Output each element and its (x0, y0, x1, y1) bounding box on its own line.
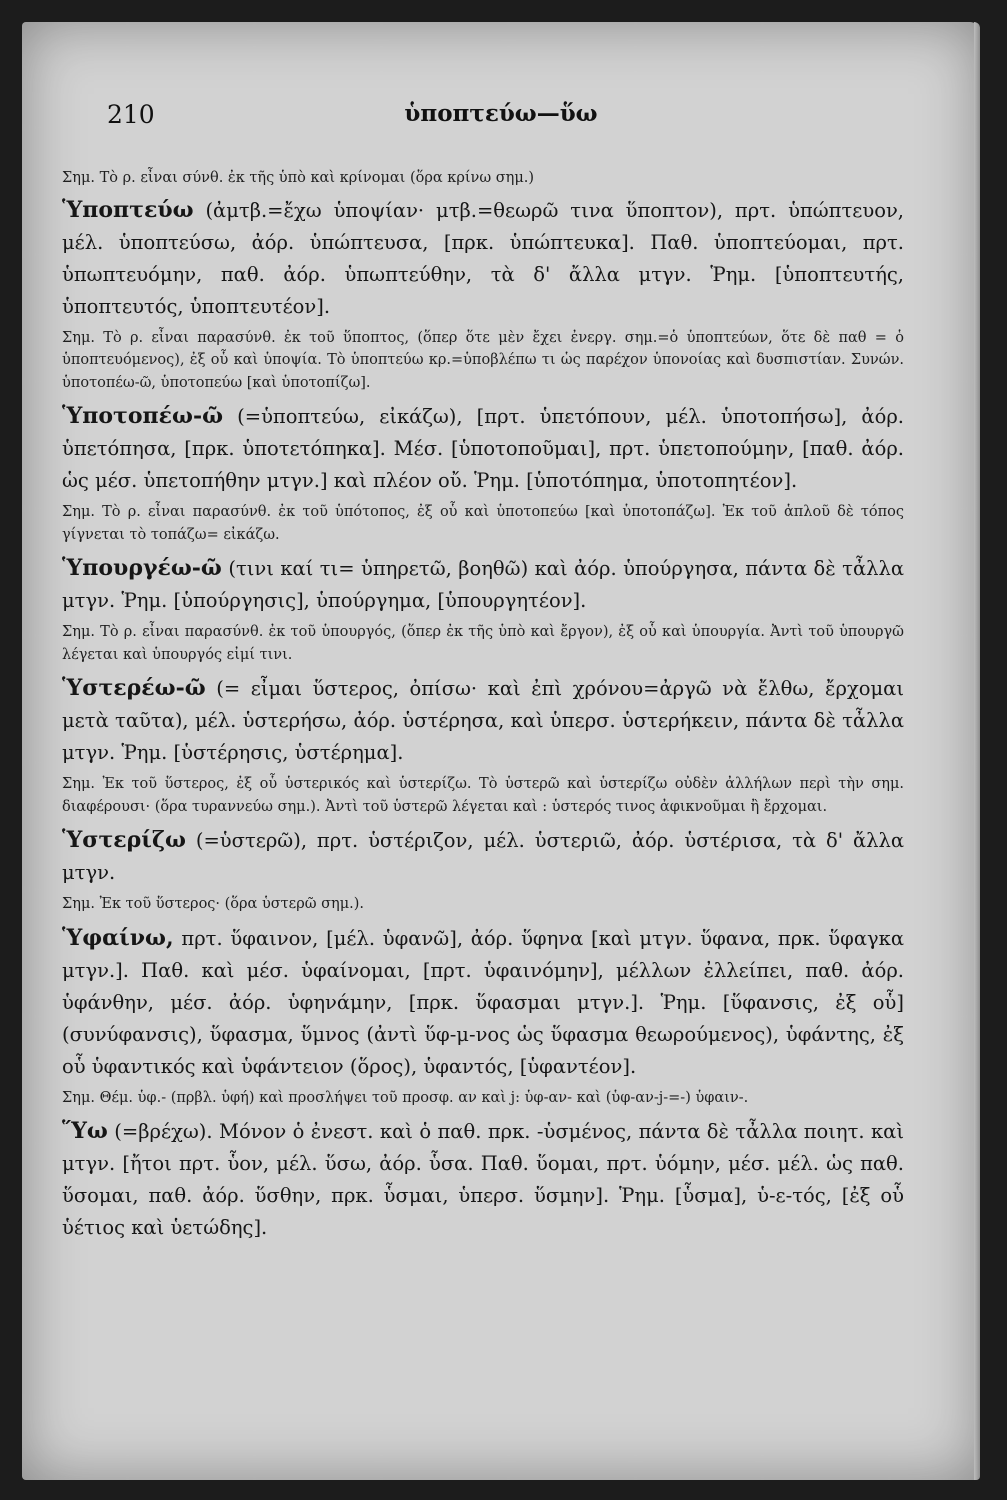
page-header (22, 100, 980, 136)
entry-upopteuo (62, 194, 904, 395)
definition: πρτ. ὕφαινον, [μέλ. ὑφανῶ], ἀόρ. ὕφηνα [καὶ μτγν. ὕφανα, πρκ. ὕφαγκα μτγν.]. Παθ. καὶ μέσ. ὑφαίνομαι, [πρτ. ὑφαινόμην], μέλλων ἐλλείπει, παθ. ἀόρ. ὑφάνθην, μέσ. ἀόρ. ὑφηνάμην, [πρκ. ὕφασμαι μτγν.]. Ῥημ. [ὕφανσις, ἐξ οὗ] (συνύφανσις), ὕφασμα, ὕμνος (ἀντὶ ὕφ-μ-νος ὡς ὕφασμα θεωρούμενος), ὑφάντης, ἐξ οὗ ὑφαντικός καὶ ὑφάντειον (ὅρος), ὑφαντός, [ὑφαντέον]. (62, 926, 904, 1078)
entry-upotopeo (62, 400, 904, 546)
dictionary-body (62, 167, 904, 1244)
definition: (= εἶμαι ὕστερος, ὀπίσω· καὶ ἐπὶ χρόνου=ἀργῶ νὰ ἔλθω, ἔρχομαι μετὰ ταῦτα), μέλ. ὑστερήσω, ἀόρ. ὑστέρησα, καὶ ὑπερσ. ὑστερήκειν, πάντα δὲ τἆλλα μτγν. Ῥημ. [ὑστέρησις, ὑστέρημα]. (62, 677, 904, 764)
entry-note: Σημ. Θέμ. ὑφ.- (πρβλ. ὑφή) καὶ προσλήψει τοῦ προσφ. αν καὶ j: ὑφ-αν- καὶ (ὑφ-αν-j-=-) ὑφαιν-. (62, 1089, 749, 1106)
entry-text (62, 194, 904, 323)
entry-usterizo (62, 824, 904, 916)
page-edge (974, 22, 980, 1480)
entry-ustereo (62, 672, 904, 818)
continued-note: Σημ. Τὸ ρ. εἶναι σύνθ. ἐκ τῆς ὑπὸ καὶ κρίνομαι (ὅρα κρίνω σημ.) (62, 170, 535, 186)
entry-text (62, 824, 904, 889)
lemma: Ὕω (62, 1118, 108, 1144)
entry-text (62, 400, 904, 497)
definition: (=ὑστερῶ), πρτ. ὑστέριζον, μέλ. ὑστεριῶ, ἀόρ. ὑστέρισα, τὰ δ' ἄλλα μτγν. (62, 829, 905, 884)
entry-note: Σημ. Τὸ ρ. εἶναι παρασύνθ. ἐκ τοῦ ὑπότοπος, ἐξ οὗ καὶ ὑποτοπεύω [καὶ ὑποτοπάζω]. Ἐκ τοῦ ἁπλοῦ δὲ τόπος γίγνεται τὸ τοπάζω= εἰκάζω. (62, 504, 904, 543)
entry-uo (62, 1115, 904, 1244)
entry-text (62, 922, 904, 1083)
entry-note: Σημ. Τὸ ρ. εἶναι παρασύνθ. ἐκ τοῦ ὕποπτος, (ὅπερ ὅτε μὲν ἔχει ἐνεργ. σημ.=ὁ ὑποπτεύων, ὅτε δὲ παθ = ὁ ὑποπτευόμενος), ἐξ οὗ καὶ ὑποψία. Τὸ ὑποπτεύω κρ.=ὑποβλέπω τι ὡς παρέχον ὑπονοίας καὶ δυσπιστίαν. Συνών. ὑποτοπέω-ῶ, ὑποτοπεύω [καὶ ὑποτοπίζω]. (62, 329, 904, 391)
definition: (τινι καί τι= ὑπηρετῶ, βοηθῶ) καὶ ἀόρ. ὑπούργησα, πάντα δὲ τἆλλα μτγν. Ῥημ. [ὑπούργησις], ὑπούργημα, [ὑπουργητέον]. (62, 557, 904, 612)
entry-note: Σημ. Τὸ ρ. εἶναι παρασύνθ. ἐκ τοῦ ὑπουργός, (ὅπερ ἐκ τῆς ὑπὸ καὶ ἔργον), ἐξ οὗ καὶ ὑπουργία. Ἀντὶ τοῦ ὑπουργῶ λέγεται καὶ ὑπουργός εἰμί τινι. (62, 624, 904, 663)
entry-note: Σημ. Ἐκ τοῦ ὕστερος, ἐξ οὗ ὑστερικός καὶ ὑστερίζω. Τὸ ὑστερῶ καὶ ὑστερίζω οὐδὲν ἀλλήλων περὶ τὴν σημ. διαφέρουσι· (ὅρα τυραννεύω σημ.). Ἀντὶ τοῦ ὑστερῶ λέγεται καὶ : ὑστερός τινος ἀφικνοῦμαι ἢ ἔρχομαι. (62, 776, 904, 815)
definition: (ἀμτβ.=ἔχω ὑποψίαν· μτβ.=θεωρῶ τινα ὕποπτον), πρτ. ὑπώπτευον, μέλ. ὑποπτεύσω, ἀόρ. ὑπώπτευσα, [πρκ. ὑπώπτευκα]. Παθ. ὑποπτεύομαι, πρτ. ὑπωπτευόμην, παθ. ἀόρ. ὑπωπτεύθην, τὰ δ' ἄλλα μτγν. Ῥημ. [ὑποπτευτής, ὑποπτευτός, ὑποπτευτέον]. (62, 198, 904, 318)
page-number: 210 (107, 100, 155, 129)
lemma: Ὑπουργέω-ῶ (62, 555, 222, 581)
lemma: Ὑποτοπέω-ῶ (62, 403, 224, 429)
entry-note: Σημ. Ἐκ τοῦ ὕστερος· (ὅρα ὑστερῶ σημ.). (62, 896, 365, 912)
entry-text (62, 672, 904, 769)
entry-upourgeo (62, 552, 904, 666)
lemma: Ὑφαίνω, (62, 924, 174, 951)
entry-text (62, 1115, 904, 1244)
book-page (22, 22, 980, 1480)
lemma: Ὑστερίζω (62, 827, 186, 853)
entry-uphaino (62, 922, 904, 1110)
entry-text (62, 552, 904, 617)
lemma: Ὑποπτεύω (62, 196, 194, 223)
definition: (=ὑποπτεύω, εἰκάζω), [πρτ. ὑπετόπουν, μέλ. ὑποτοπήσω], ἀόρ. ὑπετόπησα, [πρκ. ὑποτετόπηκα]. Μέσ. [ὑποτοποῦμαι], πρτ. ὑπετοπούμην, [παθ. ἀόρ. ὡς μέσ. ὑπετοπήθην μτγν.] καὶ πλέον οὔ. Ῥημ. [ὑποτόπημα, ὑποτοπητέον]. (62, 405, 904, 492)
running-head: ὑποπτεύω—ὕω (404, 100, 598, 127)
lemma: Ὑστερέω-ῶ (62, 675, 206, 701)
definition: (=βρέχω). Μόνον ὁ ἐνεστ. καὶ ὁ παθ. πρκ. -ὑσμένος, πάντα δὲ τἆλλα ποιητ. καὶ μτγν. [ἤτοι πρτ. ὗον, μέλ. ὕσω, ἀόρ. ὗσα. Παθ. ὕομαι, πρτ. ὑόμην, μέσ. μέλ. ὡς παθ. ὕσομαι, παθ. ἀόρ. ὕσθην, πρκ. ὗσμαι, ὑπερσ. ὕσμην]. Ῥημ. [ὗσμα], ὑ-ε-τός, [ἐξ οὗ ὑέτιος καὶ ὑετώδης]. (62, 1120, 904, 1239)
